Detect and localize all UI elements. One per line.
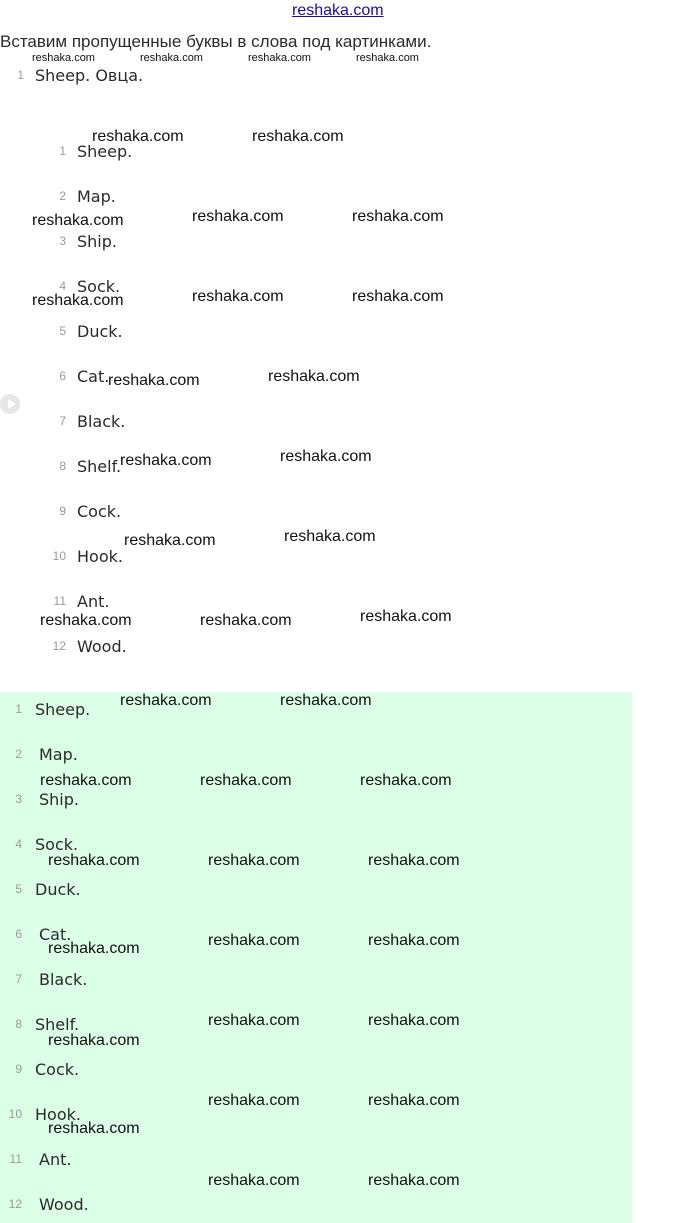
item-word: Sheep. [77, 142, 133, 161]
watermark-text: reshaka.com [32, 292, 124, 309]
watermark-text: reshaka.com [352, 208, 444, 225]
watermark-text: reshaka.com [356, 52, 419, 64]
item-number: 6 [15, 927, 22, 941]
item-number: 5 [15, 882, 22, 896]
item-number: 8 [15, 1017, 22, 1031]
item-number: 8 [59, 459, 66, 473]
watermark-text: reshaka.com [92, 128, 184, 145]
item-number: 10 [8, 1107, 22, 1121]
item-word: Shelf. [35, 1015, 80, 1034]
watermark-text: reshaka.com [192, 288, 284, 305]
item-number: 9 [59, 504, 66, 518]
item-word: Ant. [77, 592, 110, 611]
watermark-text: reshaka.com [140, 52, 203, 64]
site-link[interactable]: reshaka.com [292, 2, 384, 19]
list-item [0, 232, 600, 252]
item-number: 1 [15, 702, 22, 716]
item-word: Sheep. [35, 700, 91, 719]
list-item [0, 592, 600, 612]
watermark-text: reshaka.com [200, 772, 292, 789]
list-item [0, 187, 600, 207]
list-item [0, 412, 600, 432]
watermark-text: reshaka.com [124, 532, 216, 549]
list-item [0, 1150, 600, 1170]
watermark-text: reshaka.com [208, 852, 300, 869]
list-item [0, 502, 600, 522]
item-word: Ant. [39, 1150, 72, 1169]
list-item [0, 637, 600, 657]
item-word: Black. [77, 412, 126, 431]
item-number: 11 [9, 1152, 22, 1166]
watermark-text: reshaka.com [192, 208, 284, 225]
watermark-text: reshaka.com [48, 852, 140, 869]
item-word: Cock. [77, 502, 122, 521]
watermark-text: reshaka.com [368, 852, 460, 869]
watermark-text: reshaka.com [248, 52, 311, 64]
list-item [0, 322, 600, 342]
watermark-text: reshaka.com [48, 1120, 140, 1137]
watermark-text: reshaka.com [280, 692, 372, 709]
item-word: Hook. [77, 547, 123, 566]
item-number: 12 [8, 1197, 22, 1211]
item-number: 10 [52, 549, 66, 563]
item-word: Sock. [77, 277, 121, 296]
watermark-text: reshaka.com [280, 448, 372, 465]
item-word: Ship. [39, 790, 79, 809]
item-word: Cat. [77, 367, 110, 386]
list-item [0, 1195, 600, 1215]
clipped-text-fragment [14, 113, 94, 119]
list-item [0, 970, 600, 990]
watermark-text: reshaka.com [284, 528, 376, 545]
item-number: 4 [59, 279, 66, 293]
watermark-text: reshaka.com [40, 612, 132, 629]
watermark-text: reshaka.com [208, 1092, 300, 1109]
list-item [0, 547, 600, 567]
item-word: Wood. [39, 1195, 89, 1214]
watermark-text: reshaka.com [252, 128, 344, 145]
item-number: 3 [59, 234, 66, 248]
watermark-text: reshaka.com [200, 612, 292, 629]
watermark-text: reshaka.com [120, 692, 212, 709]
watermark-text: reshaka.com [32, 212, 124, 229]
play-icon[interactable] [0, 394, 20, 414]
item-number: 2 [15, 747, 22, 761]
item-word: Ship. [77, 232, 117, 251]
watermark-text: reshaka.com [368, 1092, 460, 1109]
list-item [0, 1060, 600, 1080]
list-item [0, 745, 600, 765]
watermark-text: reshaka.com [360, 608, 452, 625]
list-item [0, 880, 600, 900]
item-number: 9 [15, 1062, 22, 1076]
watermark-text: reshaka.com [360, 772, 452, 789]
item-number: 12 [52, 639, 66, 653]
task-title: Вставим пропущенные буквы в слова под картинками. [0, 32, 432, 51]
list-item [0, 66, 600, 86]
watermark-text: reshaka.com [48, 940, 140, 957]
watermark-text: reshaka.com [208, 932, 300, 949]
watermark-text: reshaka.com [368, 932, 460, 949]
item-word: Cat. [39, 925, 72, 944]
watermark-text: reshaka.com [40, 772, 132, 789]
item-word: Sheep. Овца. [35, 66, 144, 85]
watermark-text: reshaka.com [368, 1172, 460, 1189]
item-number: 11 [53, 594, 66, 608]
item-word: Hook. [35, 1105, 81, 1124]
item-word: Cock. [35, 1060, 80, 1079]
item-word: Duck. [77, 322, 123, 341]
watermark-text: reshaka.com [352, 288, 444, 305]
item-number: 6 [59, 369, 66, 383]
watermark-text: reshaka.com [108, 372, 200, 389]
watermark-text: reshaka.com [32, 52, 95, 64]
item-number: 3 [15, 792, 22, 806]
watermark-text: reshaka.com [120, 452, 212, 469]
item-number: 5 [59, 324, 66, 338]
item-number: 7 [59, 414, 66, 428]
item-word: Map. [39, 745, 78, 764]
list-item [0, 790, 600, 810]
item-number: 2 [59, 189, 66, 203]
watermark-text: reshaka.com [368, 1012, 460, 1029]
watermark-text: reshaka.com [208, 1012, 300, 1029]
item-word: Sock. [35, 835, 79, 854]
watermark-text: reshaka.com [268, 368, 360, 385]
watermark-text: reshaka.com [48, 1032, 140, 1049]
item-word: Wood. [77, 637, 127, 656]
item-word: Black. [39, 970, 88, 989]
item-number: 4 [15, 837, 22, 851]
item-word: Duck. [35, 880, 81, 899]
item-number: 1 [17, 68, 24, 82]
item-number: 1 [59, 144, 66, 158]
watermark-text: reshaka.com [208, 1172, 300, 1189]
item-word: Map. [77, 187, 116, 206]
item-word: Shelf. [77, 457, 122, 476]
item-number: 7 [15, 972, 22, 986]
